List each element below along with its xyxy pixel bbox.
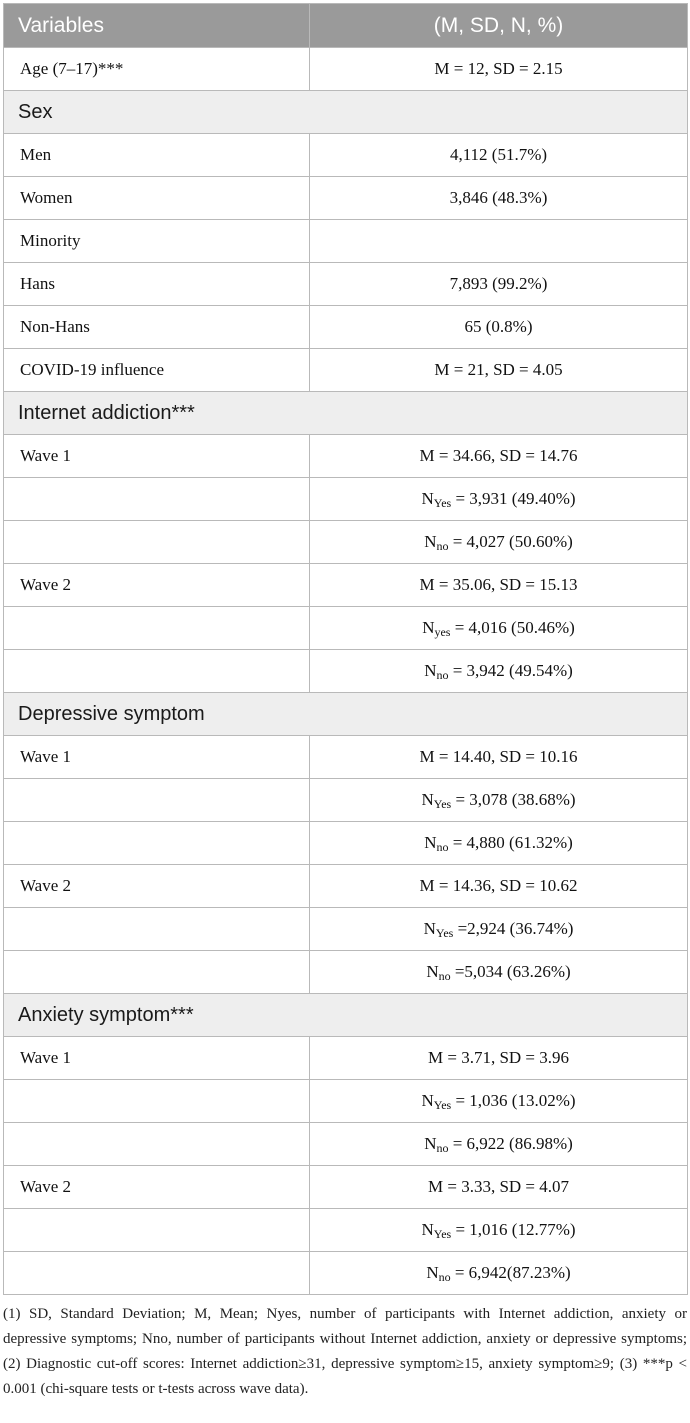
variable-label: Women — [4, 177, 310, 220]
statistic-value — [310, 521, 688, 564]
variable-label: Wave 2 — [4, 865, 310, 908]
statistic-value — [310, 435, 688, 478]
statistic-value — [310, 1037, 688, 1080]
variable-label — [4, 1209, 310, 1252]
table-row — [4, 1166, 688, 1209]
table-row — [4, 263, 688, 306]
n-symbol: N — [424, 833, 437, 852]
value-text: M = 12, SD = 2.15 — [434, 59, 563, 78]
statistic-value — [310, 779, 688, 822]
n-symbol: N — [426, 1263, 439, 1282]
count-percent: = 6,942(87.23%) — [454, 1263, 571, 1282]
section-label: Internet addiction*** — [4, 392, 688, 435]
variable-label — [4, 650, 310, 693]
count-percent: = 6,922 (86.98%) — [452, 1134, 573, 1153]
table-row — [4, 1252, 688, 1295]
statistic-value — [310, 478, 688, 521]
variable-label — [4, 822, 310, 865]
n-subscript: no — [438, 969, 451, 983]
value-text: M = 21, SD = 4.05 — [434, 360, 563, 379]
table-row — [4, 865, 688, 908]
value-text: 7,893 (99.2%) — [449, 274, 548, 293]
value-text — [422, 618, 575, 637]
count-percent: =5,034 (63.26%) — [454, 962, 571, 981]
count-percent: = 3,942 (49.54%) — [452, 661, 573, 680]
table-row — [4, 435, 688, 478]
table-header-row — [4, 4, 688, 48]
table-body — [4, 48, 688, 1295]
n-symbol: N — [421, 790, 434, 809]
statistic-value — [310, 822, 688, 865]
table-row — [4, 736, 688, 779]
value-text: M = 34.66, SD = 14.76 — [419, 446, 578, 465]
n-symbol: N — [421, 1091, 434, 1110]
header-variables: Variables — [4, 4, 310, 48]
variable-label: Men — [4, 134, 310, 177]
value-text — [424, 833, 573, 852]
count-percent: = 4,027 (50.60%) — [452, 532, 573, 551]
statistic-value — [310, 736, 688, 779]
section-row — [4, 693, 688, 736]
section-label: Anxiety symptom*** — [4, 994, 688, 1037]
n-subscript: no — [438, 1270, 451, 1284]
statistic-value — [310, 263, 688, 306]
n-symbol: N — [424, 661, 437, 680]
statistic-value — [310, 1080, 688, 1123]
statistic-value — [310, 951, 688, 994]
n-symbol: N — [422, 618, 435, 637]
statistic-value — [310, 865, 688, 908]
table-row — [4, 48, 688, 91]
table-row — [4, 908, 688, 951]
table-row — [4, 1037, 688, 1080]
variable-label: Age (7–17)*** — [4, 48, 310, 91]
n-subscript: Yes — [433, 496, 452, 510]
value-text — [424, 532, 573, 551]
table-footnote: (1) SD, Standard Deviation; M, Mean; Nyes, number of participants with Internet addiction, anxiety or depressive symptoms; Nno, number of participants without Internet addiction, anxiety or depressive symptoms; (2) Diagnostic cut-off scores: Internet addiction≥31, depressive symptom≥15, anxiety symptom≥9; (3) ***p < 0.001 (chi-square tests or t-tests across wave data). — [3, 1306, 687, 1397]
value-text: 3,846 (48.3%) — [449, 188, 548, 207]
header-statistics: (M, SD, N, %) — [310, 4, 688, 48]
variable-label — [4, 951, 310, 994]
value-text — [426, 962, 570, 981]
n-subscript: Yes — [433, 797, 452, 811]
statistic-value — [310, 349, 688, 392]
variable-label: Wave 1 — [4, 736, 310, 779]
n-symbol: N — [421, 489, 434, 508]
table-row — [4, 306, 688, 349]
value-text: M = 14.40, SD = 10.16 — [419, 747, 578, 766]
statistic-value — [310, 306, 688, 349]
variable-label: COVID-19 influence — [4, 349, 310, 392]
n-subscript: no — [436, 668, 449, 682]
value-text — [424, 1134, 573, 1153]
table-row — [4, 134, 688, 177]
value-text — [424, 919, 574, 938]
n-symbol: N — [426, 962, 439, 981]
table-row — [4, 478, 688, 521]
value-text: M = 35.06, SD = 15.13 — [419, 575, 578, 594]
section-label: Sex — [4, 91, 688, 134]
variable-label: Hans — [4, 263, 310, 306]
value-text — [424, 661, 573, 680]
variable-label — [4, 607, 310, 650]
n-symbol: N — [424, 1134, 437, 1153]
statistic-value — [310, 48, 688, 91]
table-row — [4, 1080, 688, 1123]
variable-label — [4, 1080, 310, 1123]
table-row — [4, 177, 688, 220]
table-row — [4, 951, 688, 994]
table-row — [4, 564, 688, 607]
count-percent: = 1,036 (13.02%) — [455, 1091, 576, 1110]
section-label: Depressive symptom — [4, 693, 688, 736]
statistic-value — [310, 650, 688, 693]
value-text — [421, 1220, 575, 1239]
value-text — [421, 489, 575, 508]
n-subscript: yes — [434, 625, 451, 639]
variable-label: Non-Hans — [4, 306, 310, 349]
section-row — [4, 392, 688, 435]
value-text: 65 (0.8%) — [464, 317, 533, 336]
n-subscript: Yes — [433, 1227, 452, 1241]
statistic-value — [310, 1123, 688, 1166]
value-text: M = 3.71, SD = 3.96 — [427, 1048, 570, 1067]
count-percent: =2,924 (36.74%) — [457, 919, 574, 938]
statistic-value — [310, 220, 688, 263]
statistic-value — [310, 1252, 688, 1295]
table-row — [4, 650, 688, 693]
table-row — [4, 607, 688, 650]
table-row — [4, 1209, 688, 1252]
variable-label — [4, 779, 310, 822]
table-row — [4, 220, 688, 263]
table-row — [4, 521, 688, 564]
n-symbol: N — [423, 919, 436, 938]
n-symbol: N — [424, 532, 437, 551]
value-text: M = 3.33, SD = 4.07 — [427, 1177, 570, 1196]
value-text: M = 14.36, SD = 10.62 — [419, 876, 578, 895]
statistic-value — [310, 1209, 688, 1252]
value-text: 4,112 (51.7%) — [449, 145, 548, 164]
n-subscript: Yes — [433, 1098, 452, 1112]
table-row — [4, 349, 688, 392]
statistic-value — [310, 177, 688, 220]
statistic-value — [310, 564, 688, 607]
variable-label — [4, 1123, 310, 1166]
variable-label: Minority — [4, 220, 310, 263]
count-percent: = 4,880 (61.32%) — [452, 833, 573, 852]
value-text — [421, 1091, 575, 1110]
section-row — [4, 91, 688, 134]
statistic-value — [310, 134, 688, 177]
value-text — [421, 790, 575, 809]
variable-label — [4, 521, 310, 564]
variable-label: Wave 2 — [4, 1166, 310, 1209]
statistic-value — [310, 607, 688, 650]
n-subscript: Yes — [435, 926, 454, 940]
table-row — [4, 779, 688, 822]
statistic-value — [310, 1166, 688, 1209]
value-text — [426, 1263, 570, 1282]
count-percent: = 3,078 (38.68%) — [455, 790, 576, 809]
count-percent: = 4,016 (50.46%) — [454, 618, 575, 637]
statistic-value — [310, 908, 688, 951]
n-symbol: N — [421, 1220, 434, 1239]
variable-label: Wave 1 — [4, 435, 310, 478]
n-subscript: no — [436, 1141, 449, 1155]
count-percent: = 3,931 (49.40%) — [455, 489, 576, 508]
table-row — [4, 1123, 688, 1166]
n-subscript: no — [436, 840, 449, 854]
variable-label — [4, 478, 310, 521]
variable-label: Wave 1 — [4, 1037, 310, 1080]
count-percent: = 1,016 (12.77%) — [455, 1220, 576, 1239]
section-row — [4, 994, 688, 1037]
n-subscript: no — [436, 539, 449, 553]
table-row — [4, 822, 688, 865]
variable-label: Wave 2 — [4, 564, 310, 607]
variable-label — [4, 1252, 310, 1295]
statistics-table — [3, 3, 688, 1295]
variable-label — [4, 908, 310, 951]
